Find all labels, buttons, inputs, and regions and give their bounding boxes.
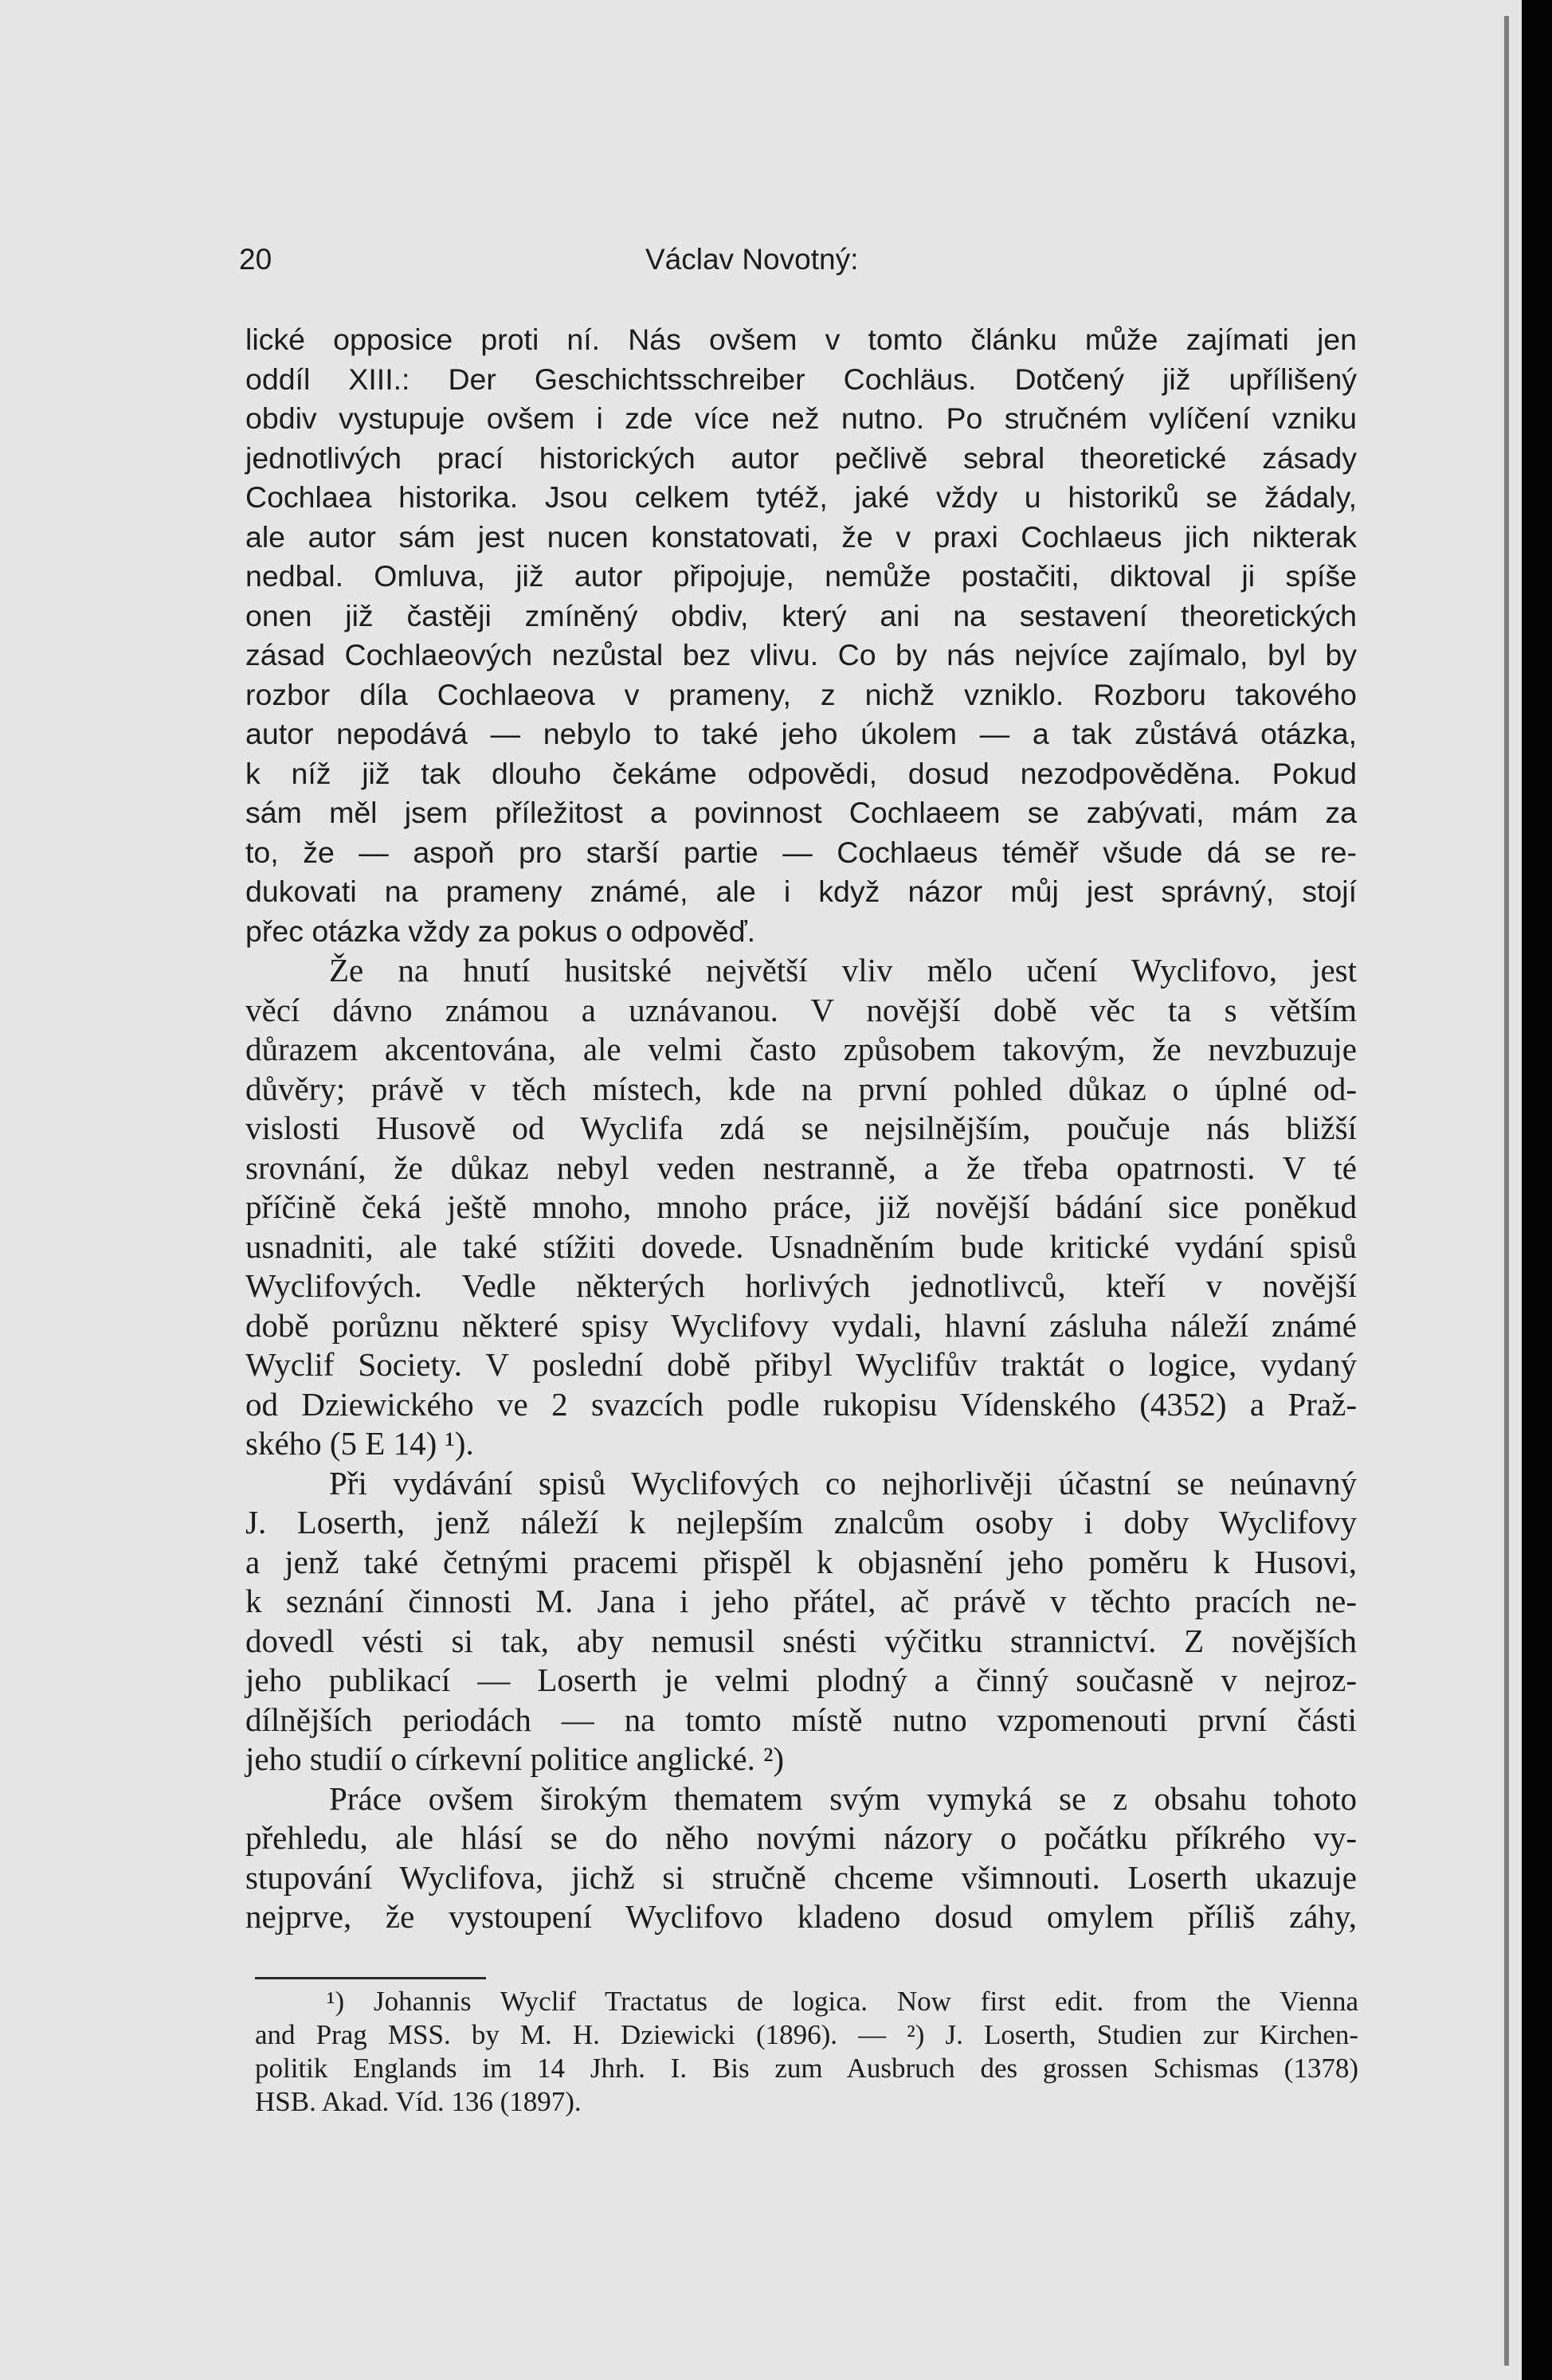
footnote-line: and Prag MSS. by M. H. Dziewicki (1896). — ²) J. Loserth, Studien zur Kirchen- (255, 2019, 1358, 2050)
text-line: onen již častěji zmíněný obdiv, který ani na sestavení theoretických (245, 598, 1357, 632)
footnote-line: ¹) Johannis Wyclif Tractatus de logica. Now first edit. from the Vienna (327, 1986, 1358, 2017)
text-line: Wyclif Society. V poslední době přibyl Wyclifův traktát o logice, vydaný (245, 1346, 1357, 1383)
text-line: nejprve, že vystoupení Wyclifovo kladeno dosud omylem příliš záhy, (245, 1898, 1357, 1935)
text-line: k níž již tak dlouho čekáme odpovědi, dosud nezodpověděna. Pokud (245, 756, 1357, 790)
text-line: přec otázka vždy za pokus o odpověď. (245, 914, 756, 948)
page-header (239, 243, 1354, 283)
text-line: vislosti Husově od Wyclifa zdá se nejsilnějším, poučuje nás bližší (245, 1110, 1357, 1146)
text-line: a jenž také četnými pracemi přispěl k objasnění jeho poměru k Husovi, (245, 1543, 1357, 1580)
paragraph-start-line: Že na hnutí husitské největší vliv mělo učení Wyclifovo, jest (329, 952, 1357, 988)
page-edge-shadow (1504, 16, 1509, 2366)
text-line: jednotlivých prací historických autor pečlivě sebral theoretické zásady (245, 440, 1357, 475)
page-number: 20 (239, 243, 272, 276)
text-line: přehledu, ale hlásí se do něho novými názory o počátku příkrého vy- (245, 1819, 1357, 1856)
text-line: J. Loserth, jenž náleží k nejlepším znalcům osoby i doby Wyclifovy (245, 1504, 1357, 1540)
text-line: srovnání, že důkaz nebyl veden nestranně, a že třeba opatrnosti. V té (245, 1149, 1357, 1186)
footnote-rule (255, 1977, 486, 1979)
text-line: věcí dávno známou a uznávanou. V novější době věc ta s větším (245, 991, 1357, 1028)
text-line: sám měl jsem příležitost a povinnost Cochlaeem se zabývati, mám za (245, 796, 1357, 829)
body-text (245, 320, 1357, 1937)
paragraph-start-line: Práce ovšem širokým thematem svým vymyká se z obsahu tohoto (329, 1779, 1357, 1817)
text-line: dukovati na prameny známé, ale i když názor můj jest správný, stojí (245, 875, 1357, 908)
text-line: ského (5 E 14) ¹). (245, 1425, 474, 1462)
footnote-line: politik Englands im 14 Jhrh. I. Bis zum Ausbruch des grossen Schismas (1378) (255, 2053, 1358, 2084)
text-line: od Dziewického ve 2 svazcích podle rukopisu Vídenského (4352) a Praž- (245, 1385, 1357, 1423)
footnote-line: HSB. Akad. Víd. 136 (1897). (255, 2086, 582, 2117)
text-line: obdiv vystupuje ovšem i zde více než nutno. Po stručném vylíčení vzniku (245, 401, 1357, 435)
text-line: autor nepodává — nebylo to také jeho úkolem — a tak zůstává otázka, (245, 717, 1357, 750)
text-line: Wyclifových. Vedle některých horlivých jednotlivců, kteří v novější (245, 1267, 1357, 1304)
text-line: jeho publikací — Loserth je velmi plodný a činný současně v nejroz- (245, 1662, 1357, 1698)
text-line: době porůznu některé spisy Wyclifovy vydali, hlavní zásluha náleží známé (245, 1306, 1357, 1344)
paragraph-start-line: Při vydávání spisů Wyclifových co nejhorlivěji účastní se neúnavný (329, 1464, 1357, 1501)
text-line: důvěry; právě v těch místech, kde na první pohled důkaz o úplné od- (245, 1070, 1357, 1107)
text-line: rozbor díla Cochlaeova v prameny, z nichž vzniklo. Rozboru takového (245, 677, 1357, 711)
text-line: příčině čeká ještě mnoho, mnoho práce, již novější bádání sice poněkud (245, 1188, 1357, 1225)
text-line: jeho studií o církevní politice anglické. ²) (245, 1740, 785, 1777)
footnotes (255, 1985, 1358, 2119)
text-line: usnadniti, ale také stížiti dovede. Usnadněním bude kritické vydání spisů (245, 1227, 1357, 1265)
scan-border (1522, 0, 1552, 2380)
text-line: důrazem akcentována, ale velmi často způsobem takovým, že nevzbuzuje (245, 1031, 1357, 1067)
text-line: lické opposice proti ní. Nás ovšem v tomto článku může zajímati jen (245, 323, 1357, 356)
text-line: Cochlaea historika. Jsou celkem tytéž, jaké vždy u historiků se žádaly, (245, 480, 1357, 514)
text-line: oddíl XIII.: Der Geschichtsschreiber Cochläus. Dotčený již upřílišený (245, 362, 1357, 396)
text-line: dílnějších periodách — na tomto místě nutno vzpomenouti první části (245, 1701, 1357, 1738)
text-line: zásad Cochlaeových nezůstal bez vlivu. Co by nás nejvíce zajímalo, byl by (245, 638, 1357, 671)
text-line: nedbal. Omluva, již autor připojuje, nemůže postačiti, diktoval ji spíše (245, 559, 1357, 593)
text-line: ale autor sám jest nucen konstatovati, že v praxi Cochlaeus jich nikterak (245, 519, 1357, 554)
text-line: stupování Wyclifova, jichž si stručně chceme všimnouti. Loserth ukazuje (245, 1858, 1357, 1896)
text-line: dovedl vésti si tak, aby nemusil snésti výčitku strannictví. Z novějších (245, 1622, 1357, 1659)
text-line: to, že — aspoň pro starší partie — Cochlaeus téměř všude dá se re- (245, 835, 1357, 869)
text-line: k seznání činnosti M. Jana i jeho přátel, ač právě v těchto pracích ne- (245, 1583, 1357, 1619)
running-title: Václav Novotný: (645, 243, 859, 276)
